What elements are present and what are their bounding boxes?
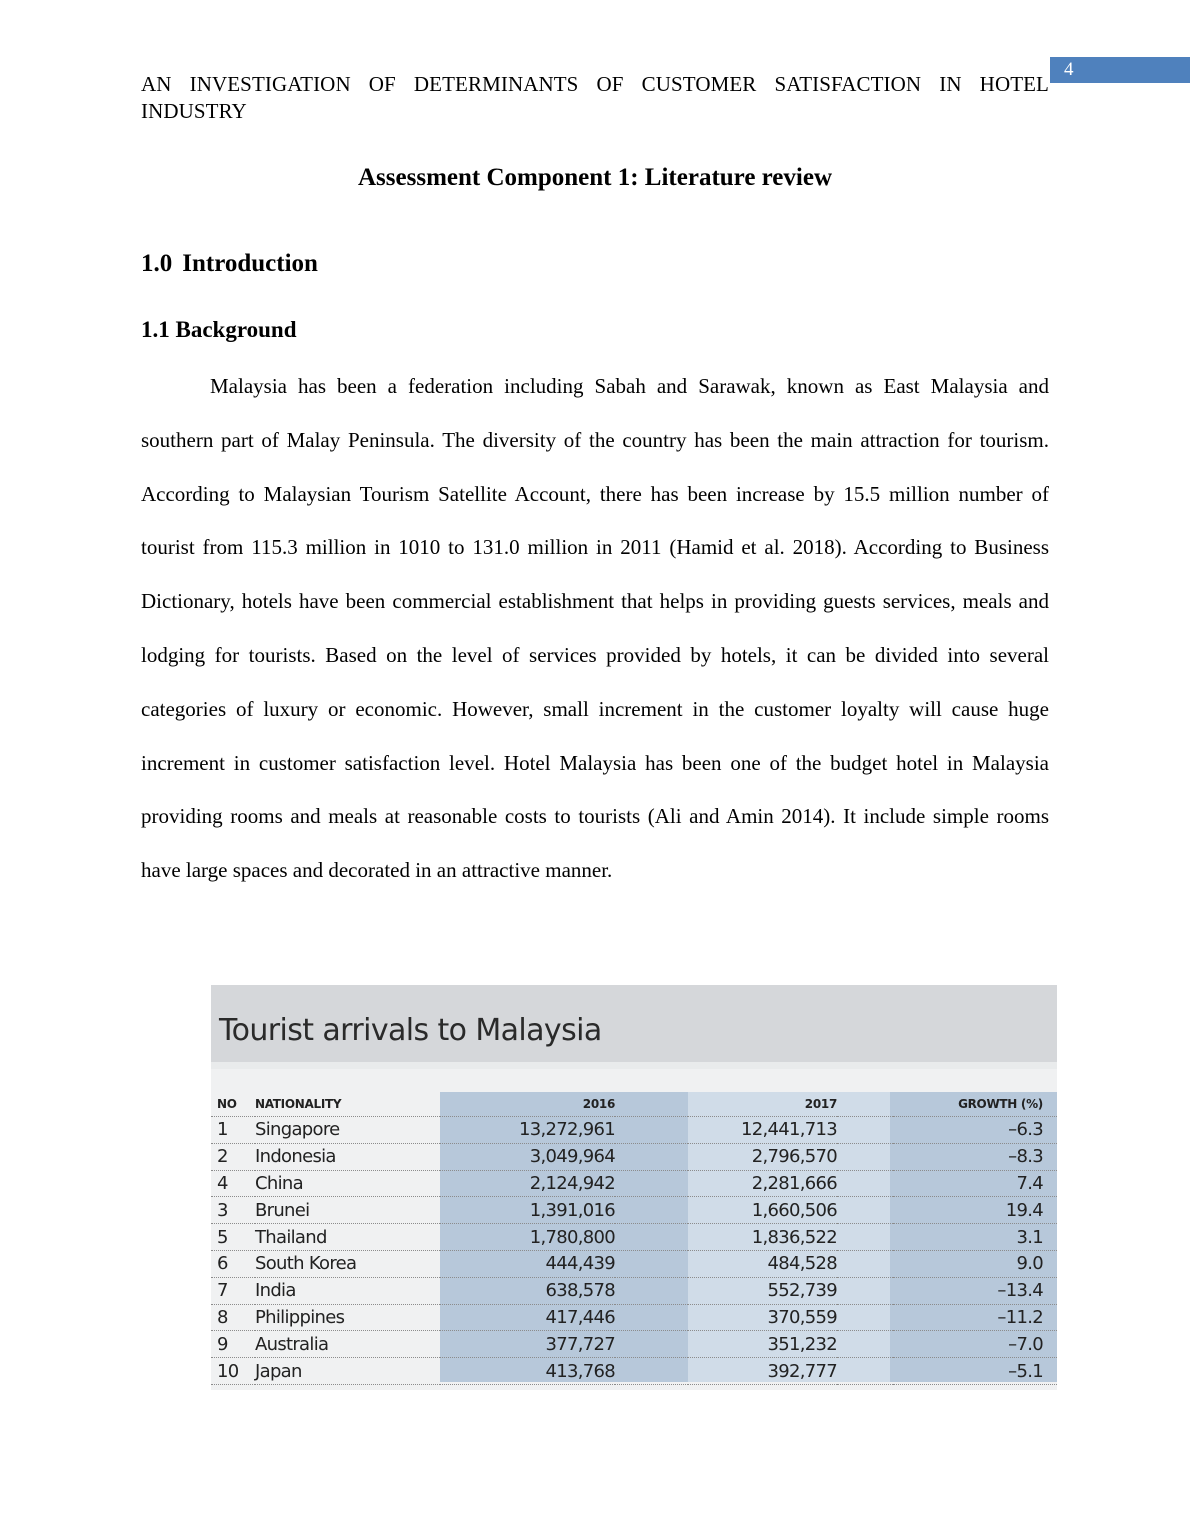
subsection-heading: 1.1 Background [141, 317, 297, 342]
table-header-row [211, 1092, 1057, 1117]
cell-2017: 1,660,506 [688, 1197, 837, 1224]
cell-no: 1 [211, 1117, 255, 1144]
cell-no: 9 [211, 1331, 255, 1358]
cell-2016: 13,272,961 [440, 1117, 615, 1144]
cell-2017: 351,232 [688, 1331, 837, 1358]
arrivals-table [211, 1092, 1057, 1385]
figure-title: Tourist arrivals to Malaysia [219, 1013, 602, 1048]
cell-growth: 19.4 [893, 1197, 1057, 1224]
cell-nationality: Australia [255, 1331, 440, 1358]
cell-2017: 1,836,522 [688, 1224, 837, 1251]
section-title: Introduction [182, 250, 318, 277]
page-number: 4 [1050, 57, 1190, 83]
cell-no: 10 [211, 1358, 255, 1385]
table-row [211, 1358, 1057, 1385]
cell-2016: 2,124,942 [440, 1170, 615, 1197]
table-row [211, 1117, 1057, 1144]
cell-no: 2 [211, 1143, 255, 1170]
cell-nationality: Thailand [255, 1224, 440, 1251]
section-heading [141, 250, 318, 278]
header-spacer [837, 1092, 893, 1117]
cell-2016: 638,578 [440, 1277, 615, 1304]
cell-2016: 377,727 [440, 1331, 615, 1358]
cell-growth: –8.3 [893, 1143, 1057, 1170]
cell-growth: –13.4 [893, 1277, 1057, 1304]
table-row [211, 1250, 1057, 1277]
header-spacer [615, 1092, 688, 1117]
figure-title-bar [211, 985, 1057, 1062]
cell-2017: 12,441,713 [688, 1117, 837, 1144]
cell-no: 8 [211, 1304, 255, 1331]
background-paragraph: Malaysia has been a federation including Sabah and Sarawak, known as East Malaysia and southern part of Malay Peninsula. The diversity of the country has been the main attraction for tourism. According to Malaysian Tourism Satellite Account, there has been increase by 15.5 million number of tourist from 115.3 million in 1010 to 131.0 million in 2011 (Hamid et al. 2018). According to Business Dictionary, hotels have been commercial establishment that helps in providing guests services, meals and lodging for tourists. Based on the level of services provided by hotels, it can be divided into several categories of luxury or economic. However, small increment in the customer loyalty will cause huge increment in customer satisfaction level. Hotel Malaysia has been one of the budget hotel in Malaysia providing rooms and meals at reasonable costs to tourists (Ali and Amin 2014). It include simple rooms have large spaces and decorated in an attractive manner. [141, 374, 1049, 883]
header-growth: GROWTH (%) [893, 1092, 1057, 1117]
cell-2017: 2,281,666 [688, 1170, 837, 1197]
header-2017: 2017 [688, 1092, 837, 1117]
cell-nationality: Singapore [255, 1117, 440, 1144]
cell-nationality: Philippines [255, 1304, 440, 1331]
cell-no: 4 [211, 1170, 255, 1197]
tourist-arrivals-figure [211, 985, 1057, 1390]
header-no: NO [211, 1092, 255, 1117]
cell-2016: 417,446 [440, 1304, 615, 1331]
cell-growth: –5.1 [893, 1358, 1057, 1385]
cell-2017: 484,528 [688, 1250, 837, 1277]
cell-2017: 552,739 [688, 1277, 837, 1304]
section-number: 1.0 [141, 250, 173, 277]
cell-2016: 1,391,016 [440, 1197, 615, 1224]
header-nationality: NATIONALITY [255, 1092, 440, 1117]
cell-no: 6 [211, 1250, 255, 1277]
cell-no: 5 [211, 1224, 255, 1251]
cell-2016: 444,439 [440, 1250, 615, 1277]
cell-nationality: China [255, 1170, 440, 1197]
table-row [211, 1197, 1057, 1224]
document-title: Assessment Component 1: Literature review [358, 164, 832, 191]
table-row [211, 1143, 1057, 1170]
cell-growth: –6.3 [893, 1117, 1057, 1144]
cell-2017: 392,777 [688, 1358, 837, 1385]
cell-2016: 1,780,800 [440, 1224, 615, 1251]
cell-nationality: Indonesia [255, 1143, 440, 1170]
table-row [211, 1277, 1057, 1304]
cell-growth: 3.1 [893, 1224, 1057, 1251]
cell-nationality: India [255, 1277, 440, 1304]
cell-2017: 2,796,570 [688, 1143, 837, 1170]
table-row [211, 1331, 1057, 1358]
table-row [211, 1304, 1057, 1331]
cell-2016: 3,049,964 [440, 1143, 615, 1170]
header-2016: 2016 [440, 1092, 615, 1117]
cell-nationality: Japan [255, 1358, 440, 1385]
table-row [211, 1224, 1057, 1251]
cell-nationality: South Korea [255, 1250, 440, 1277]
table-row [211, 1170, 1057, 1197]
cell-2016: 413,768 [440, 1358, 615, 1385]
running-header: AN INVESTIGATION OF DETERMINANTS OF CUSTOMER SATISFACTION IN HOTEL INDUSTRY [141, 72, 1049, 123]
cell-growth: –11.2 [893, 1304, 1057, 1331]
cell-growth: 7.4 [893, 1170, 1057, 1197]
cell-nationality: Brunei [255, 1197, 440, 1224]
cell-growth: –7.0 [893, 1331, 1057, 1358]
cell-no: 3 [211, 1197, 255, 1224]
cell-no: 7 [211, 1277, 255, 1304]
cell-2017: 370,559 [688, 1304, 837, 1331]
cell-growth: 9.0 [893, 1250, 1057, 1277]
